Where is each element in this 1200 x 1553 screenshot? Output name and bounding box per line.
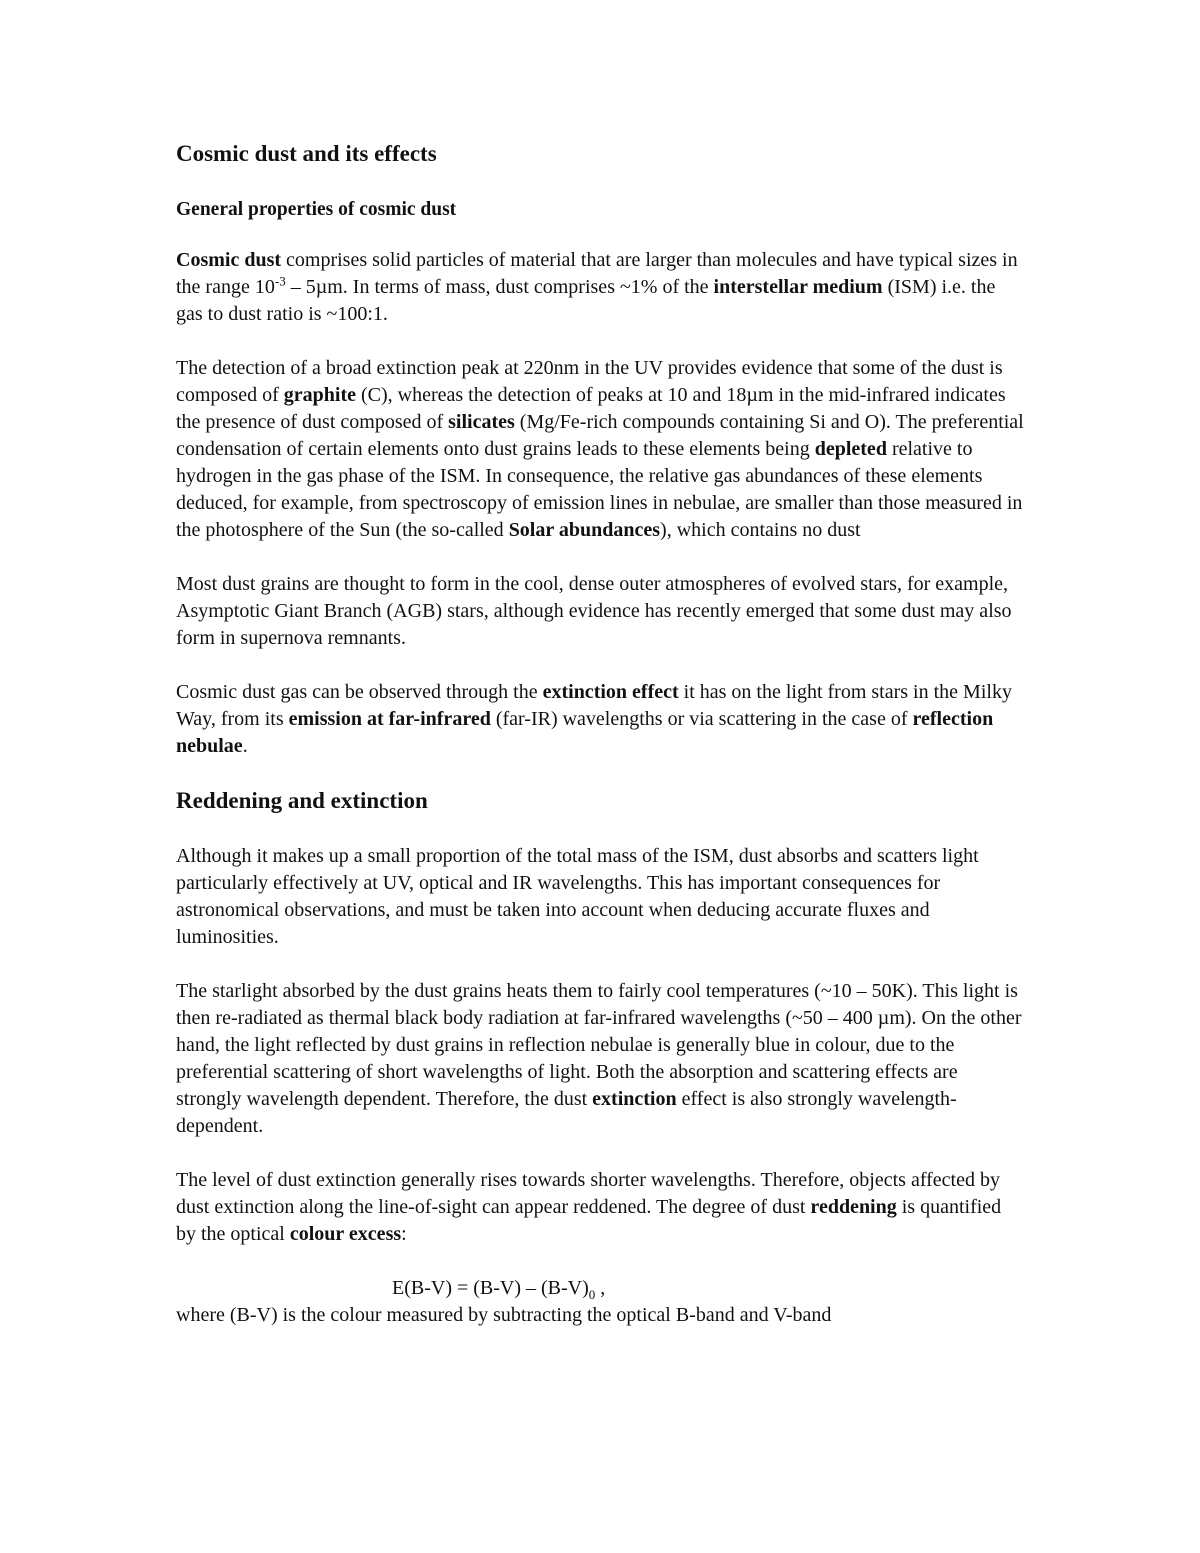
equation-main: E(B-V) = (B-V) – (B-V) [392,1276,589,1299]
text-span: – 5µm. In terms of mass, dust comprises ~1% of the [285,275,714,298]
text-span: The starlight absorbed by the dust grains heats them to fairly cool temperatures (~10 – 50K). This light is then re-radiated as thermal black body radiation at far-infrared wavelengths (~50 – 400 µm). On the other hand, the light reflected by dust grains in reflection nebulae is generally blue in colour, due to the preferential scattering of short wavelengths of light. Both the absorption and scattering effects are strongly wavelength dependent. Therefore, the dust [176,979,1022,1110]
paragraph-continuation: where (B-V) is the colour measured by subtracting the optical B-band and V-band [176,1303,832,1326]
term-reddening: reddening [810,1195,897,1218]
term-interstellar-medium: interstellar medium [713,275,883,298]
text-span: ), which contains no dust [660,518,861,541]
text-span: comprises solid particles of material that are larger than molecules and have typical sizes in the range 10 [176,248,1018,298]
paragraph-thermal-emission [176,978,1026,1140]
text-span: . [242,734,248,757]
text-span: (Mg/Fe-rich compounds containing Si and O). The preferential condensation of certain elements onto dust grains leads to these elements being [176,410,1024,460]
term-reflection-nebulae: reflection nebulae [176,707,994,757]
text-span: (C), whereas the detection of peaks at 10 and 18µm in the mid-infrared indicates the presence of dust composed of [176,383,1006,433]
colour-excess-equation [176,1275,1030,1302]
equation-tail: , [595,1276,606,1299]
superscript-exponent: -3 [274,273,286,289]
paragraph-reddening [176,1167,1026,1248]
term-extinction-effect: extinction effect [542,680,679,703]
term-graphite: graphite [283,383,356,406]
page-title: Cosmic dust and its effects [176,141,437,166]
paragraph-composition [176,355,1026,544]
term-extinction: extinction [592,1087,677,1110]
term-solar-abundances: Solar abundances [508,518,661,541]
text-span: (ISM) i.e. the gas to dust ratio is ~100:1. [176,275,996,325]
text-span: is quantified by the optical [176,1195,1002,1245]
text-span: it has on the light from stars in the Milky Way, from its [176,680,1012,730]
equation-subscript: 0 [588,1286,596,1302]
text-span: effect is also strongly wavelength-dependent. [176,1087,957,1137]
text-span: The level of dust extinction generally rises towards shorter wavelengths. Therefore, objects affected by dust extinction along the line-of-sight can appear reddened. The degree of dust [176,1168,1000,1218]
section-heading: Reddening and extinction [176,787,428,813]
paragraph-absorption-scattering: Although it makes up a small proportion of the total mass of the ISM, dust absorbs and scatters light particularly effectively at UV, optical and IR wavelengths. This has important consequences for astronomical observations, and must be taken into account when deducing accurate fluxes and luminosities. [176,844,979,948]
text-span: Cosmic dust gas can be observed through the [176,680,543,703]
subsection-heading: General properties of cosmic dust [176,198,457,220]
paragraph-dust-formation: Most dust grains are thought to form in the cool, dense outer atmospheres of evolved stars, for example, Asymptotic Giant Branch (AGB) stars, although evidence has recently emerged that some dust may also form in supernova remnants. [176,572,1012,649]
term-silicates: silicates [448,410,515,433]
paragraph-observation [176,679,1026,760]
text-span: relative to hydrogen in the gas phase of the ISM. In consequence, the relative gas abundances of these elements deduced, for example, from spectroscopy of emission lines in nebulae, are smaller than those measured in the photosphere of the Sun (the so-called [176,437,1023,541]
term-cosmic-dust: Cosmic dust [176,248,282,271]
text-span: (far-IR) wavelengths or via scattering in the case of [490,707,913,730]
term-colour-excess: colour excess [289,1222,402,1245]
text-span: The detection of a broad extinction peak at 220nm in the UV provides evidence that some of the dust is composed of [176,356,1003,406]
term-emission-far-infrared: emission at far-infrared [288,707,491,730]
text-span: : [401,1222,407,1245]
paragraph-cosmic-dust-definition [176,247,1026,328]
term-depleted: depleted [814,437,887,460]
